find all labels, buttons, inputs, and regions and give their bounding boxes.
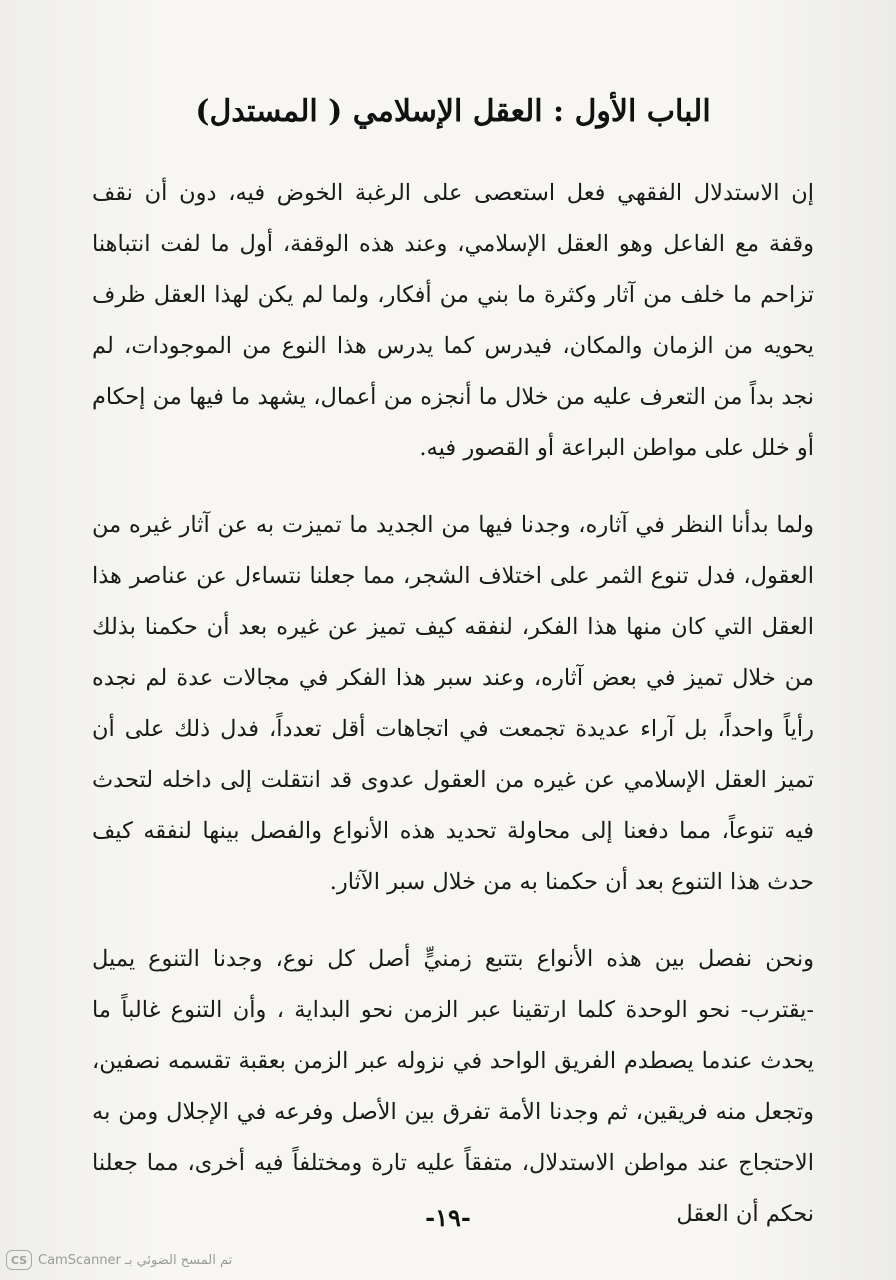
paragraph-3: ونحن نفصل بين هذه الأنواع بتتبع زمنيٍّ أصل كل نوع، وجدنا التنوع يميل -يقترب- نحو الوحدة كلما ارتقينا عبر الزمن نحو البداية ، وأن التنوع غالباً ما يحدث عندما يصطدم الفريق الواحد في نزوله عبر الزمن بعقبة تقسمه نصفين، وتجعل منه فريقين، ثم وجدنا الأمة تفرق بين الأصل وفرعه في الإجلال ومن به الاحتجاج عند مواطن الاستدلال، متفقاً عليه تارة ومختلفاً فيه أخرى، مما جعلنا نحكم أن العقل [92, 946, 814, 1227]
paragraph-2: ولما بدأنا النظر في آثاره، وجدنا فيها من الجديد ما تميزت به عن آثار غيره من العقول، فدل تنوع الثمر على اختلاف الشجر، مما جعلنا نتساءل عن عناصر هذا العقل التي كان منها هذا الفكر، لنفقه كيف تميز عن غيره بعد أن حكمنا بذلك من خلال تميز في بعض آثاره، وعند سبر هذا الفكر في مجالات عدة لم نجده رأياً واحداً، بل آراء عديدة تجمعت في اتجاهات أقل تعدداً، فدل ذلك على أن تميز العقل الإسلامي عن غيره من العقول عدوى قد انتقلت إلى داخله لتحدث فيه تنوعاً، مما دفعنا إلى محاولة تحديد هذه الأنواع والفصل بينها لنفقه كيف حدث هذا التنوع بعد أن حكمنا به من خلال سبر الآثار. [92, 512, 814, 895]
page-number: -١٩- [425, 1203, 471, 1232]
watermark-text: تم المسح الضوئي بـ CamScanner [38, 1252, 233, 1268]
camscanner-logo-icon: CS [6, 1250, 32, 1270]
paragraph-1: إن الاستدلال الفقهي فعل استعصى على الرغبة الخوض فيه، دون أن نقف وقفة مع الفاعل وهو العقل الإسلامي، وعند هذه الوقفة، أول ما لفت انتباهنا تزاحم ما خلف من آثار وكثرة ما بني من أفكار، ولما لم يكن لهذا العقل ظرف يحويه من الزمان والمكان، فيدرس كما يدرس هذا النوع من الموجودات، لم نجد بداً من التعرف عليه من خلال ما أنجزه من أعمال، يشهد ما فيها من إحكام أو خلل على مواطن البراعة أو القصور فيه. [92, 180, 814, 461]
camscanner-watermark [6, 1250, 232, 1270]
chapter-title: الباب الأول : العقل الإسلامي ( المستدل) [195, 94, 711, 129]
page-content [92, 84, 814, 1266]
